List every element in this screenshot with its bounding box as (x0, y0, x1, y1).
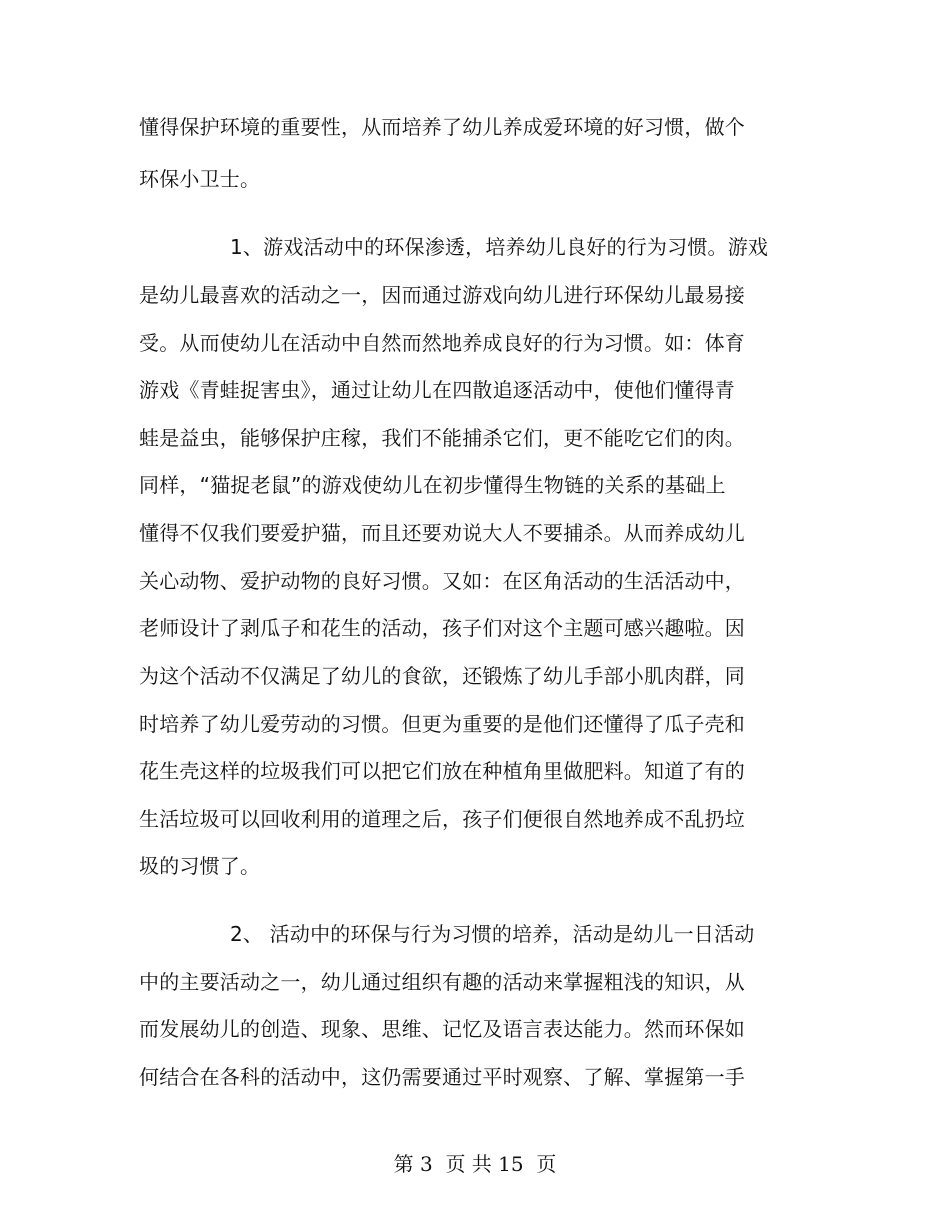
paragraph-2-line-1: 1、游戏活动中的环保渗透，培养幼儿良好的行为习惯。游戏 (230, 235, 769, 259)
paragraph-3-line-1: 2、 活动中的环保与行为习惯的培养，活动是幼儿一日活动 (230, 922, 755, 946)
paragraph-2-line-10: 为这个活动不仅满足了幼儿的食欲，还锻炼了幼儿手部小肌肉群，同 (139, 664, 745, 688)
paragraph-2-line-4: 游戏《青蛙捉害虫》，通过让幼儿在四散追逐活动中，使他们懂得青 (139, 378, 735, 402)
paragraph-3-line-3: 而发展幼儿的创造、现象、思维、记忆及语言表达能力。然而环保如 (139, 1017, 745, 1041)
paragraph-3-line-2: 中的主要活动之一，幼儿通过组织有趣的活动来掌握粗浅的知识，从 (139, 970, 745, 994)
paragraph-2-line-6: 同样，“猫捉老鼠”的游戏使幼儿在初步懂得生物链的关系的基础上 (139, 473, 726, 497)
paragraph-2-line-14: 圾的习惯了。 (139, 854, 261, 878)
paragraph-2-line-3: 受。从而使幼儿在活动中自然而然地养成良好的行为习惯。如：体育 (139, 331, 745, 355)
paragraph-2-line-8: 关心动物、爱护动物的良好习惯。又如：在区角活动的生活活动中， (139, 569, 745, 593)
paragraph-2-line-13: 生活垃圾可以回收利用的道理之后，孩子们便很自然地养成不乱扔垃 (139, 807, 745, 831)
paragraph-2-line-7: 懂得不仅我们要爱护猫，而且还要劝说大人不要捕杀。从而养成幼儿 (139, 521, 745, 545)
paragraph-2-line-2: 是幼儿最喜欢的活动之一，因而通过游戏向幼儿进行环保幼儿最易接 (139, 283, 745, 307)
paragraph-1-line-2: 环保小卫士。 (139, 167, 261, 191)
page-number-footer: 第 3 页 共 15 页 (393, 1152, 557, 1176)
paragraph-1-line-1: 懂得保护环境的重要性，从而培养了幼儿养成爱环境的好习惯，做个 (139, 115, 745, 139)
paragraph-2-line-11: 时培养了幼儿爱劳动的习惯。但更为重要的是他们还懂得了瓜子壳和 (139, 712, 745, 736)
paragraph-3-line-4: 何结合在各科的活动中，这仍需要通过平时观察、了解、掌握第一手 (139, 1065, 745, 1089)
paragraph-2-line-12: 花生壳这样的垃圾我们可以把它们放在种植角里做肥料。知道了有的 (139, 759, 745, 783)
paragraph-2-line-9: 老师设计了剥瓜子和花生的活动，孩子们对这个主题可感兴趣啦。因 (139, 616, 745, 640)
paragraph-2-line-5: 蛙是益虫，能够保护庄稼，我们不能捕杀它们，更不能吃它们的肉。 (139, 426, 745, 450)
